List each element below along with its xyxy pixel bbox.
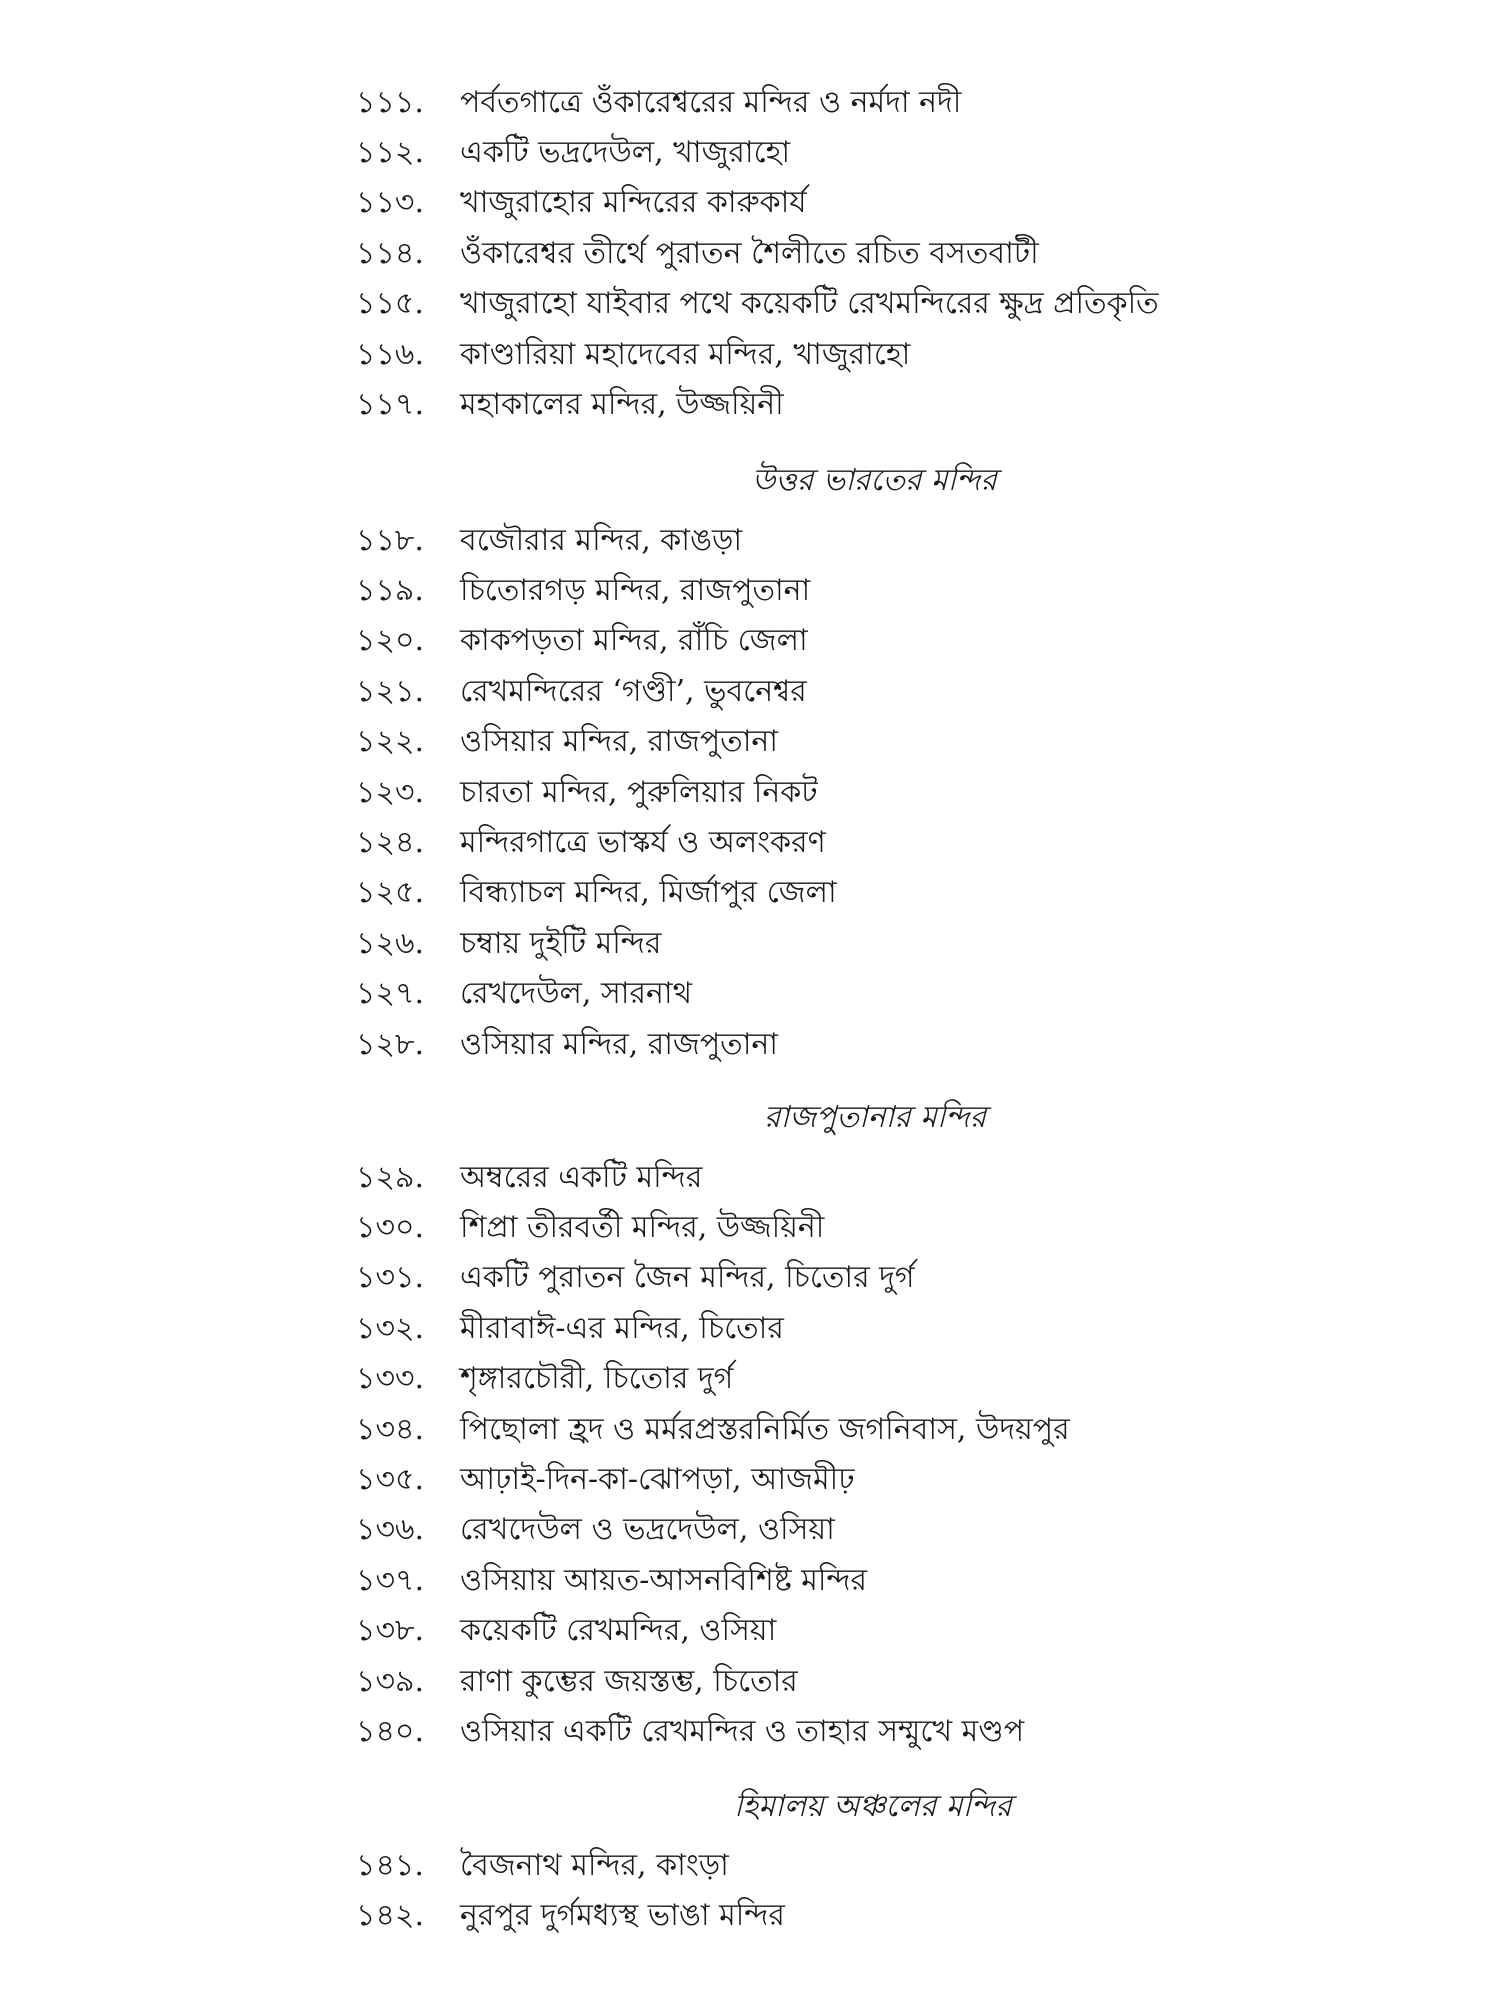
list-item [356, 970, 1256, 1020]
item-number: ১৪০. [356, 1714, 424, 1749]
item-caption: বজৌরার মন্দির, কাঙড়া [460, 522, 743, 558]
item-number: ১৩১. [356, 1260, 424, 1296]
item-number: ১২৭. [356, 976, 425, 1012]
item-caption: একটি ভদ্রদেউল, খাজুরাহো [460, 135, 791, 171]
item-caption: মহাকালের মন্দির, উজ্জয়িনী [460, 387, 784, 423]
item-caption: ওঁকারেশ্বর তীর্থে পুরাতন শৈলীতে রচিত বসতবাটী [460, 235, 1039, 271]
item-number: ১১৭. [356, 387, 424, 423]
item-number: ১১৯. [356, 573, 424, 609]
item-caption: পিছোলা হ্রদ ও মর্মরপ্রস্তরনির্মিত জগনিবাস, উদয়পুর [460, 1411, 1070, 1447]
item-caption: কাকপড়তা মন্দির, রাঁচি জেলা [460, 623, 808, 659]
list-item [356, 1455, 1256, 1505]
item-number: ১২৩. [356, 774, 425, 810]
item-number: ১২০. [356, 623, 425, 659]
section-heading-himalaya: হিমালয় অঞ্চলের মন্দির [734, 1789, 1012, 1824]
plate-list-2 [356, 516, 1256, 1070]
item-number: ১৩৭. [356, 1562, 425, 1598]
item-number: ১৩৫. [356, 1462, 424, 1498]
plate-list-4 [356, 1841, 1256, 1942]
item-number: ১৩০. [356, 1210, 425, 1246]
item-caption: ওসিয়ার মন্দির, রাজপুতানা [460, 724, 778, 760]
item-number: ১১৪. [356, 235, 424, 271]
list-item [356, 1506, 1256, 1556]
item-number: ১২৯. [356, 1159, 424, 1195]
list-item [356, 1405, 1256, 1455]
item-caption: রাণা কুম্ভের জয়স্তম্ভ, চিতোর [460, 1663, 798, 1699]
item-caption: চম্বায় দুইটি মন্দির [460, 925, 662, 961]
list-item [356, 1891, 1256, 1941]
item-caption: ওসিয়ায় আয়ত-আসনবিশিষ্ট মন্দির [460, 1562, 868, 1598]
section-heading-north-india: উত্তর ভারতের মন্দির [752, 463, 997, 498]
item-number: ১১৫. [356, 286, 424, 322]
list-item [356, 1556, 1256, 1606]
list-item [356, 818, 1256, 868]
item-number: ১৪১. [356, 1847, 424, 1883]
section-heading-rajputana: রাজপুতানার মন্দির [764, 1100, 987, 1135]
list-item [356, 1203, 1256, 1253]
list-item [356, 229, 1256, 279]
list-item [356, 330, 1256, 380]
item-number: ১১১. [356, 84, 424, 120]
item-number: ১৩৪. [356, 1411, 424, 1447]
item-number: ১২৬. [356, 925, 425, 961]
item-caption: ওসিয়ার মন্দির, রাজপুতানা [460, 1026, 778, 1062]
item-caption: কাণ্ডারিয়া মহাদেবের মন্দির, খাজুরাহো [460, 336, 911, 372]
item-caption: একটি পুরাতন জৈন মন্দির, চিতোর দুর্গ [460, 1260, 915, 1296]
item-number: ১১২. [356, 135, 424, 171]
list-item [356, 919, 1256, 969]
list-item [356, 516, 1256, 566]
plate-list-3 [356, 1153, 1256, 1758]
item-number: ১২৮. [356, 1026, 424, 1062]
plate-list-1 [356, 78, 1256, 431]
item-caption: মন্দিরগাত্রে ভাস্কর্য ও অলংকরণ [460, 825, 826, 861]
item-number: ১৩৯. [356, 1663, 424, 1699]
item-caption: বৈজনাথ মন্দির, কাংড়া [460, 1847, 729, 1883]
item-caption: রেখমন্দিরের ‘গণ্ডী’, ভুবনেশ্বর [460, 673, 807, 709]
item-number: ১৩৮. [356, 1613, 424, 1649]
list-item [356, 128, 1256, 178]
item-number: ১৪২. [356, 1898, 424, 1934]
item-caption: খাজুরাহোর মন্দিরের কারুকার্য [460, 185, 807, 221]
list-item [356, 1020, 1256, 1070]
list-item [356, 718, 1256, 768]
item-caption: পর্বতগাত্রে ওঁকারেশ্বরের মন্দির ও নর্মদা নদী [460, 84, 962, 120]
item-caption: বিন্ধ্যাচল মন্দির, মির্জাপুর জেলা [460, 875, 837, 911]
list-item [356, 1657, 1256, 1707]
item-number: ১৩২. [356, 1310, 425, 1346]
list-item [356, 869, 1256, 919]
list-item [356, 1355, 1256, 1405]
item-number: ১২২. [356, 724, 425, 760]
item-caption: খাজুরাহো যাইবার পথে কয়েকটি রেখমন্দিরের ক্ষুদ্র প্রতিকৃতি [460, 286, 1159, 322]
item-caption: চিতোরগড় মন্দির, রাজপুতানা [460, 573, 811, 609]
item-caption: নুরপুর দুর্গমধ্যস্থ ভাঙা মন্দির [460, 1898, 785, 1934]
item-caption: কয়েকটি রেখমন্দির, ওসিয়া [460, 1613, 777, 1649]
item-number: ১১৮. [356, 522, 424, 558]
list-item [356, 1153, 1256, 1203]
list-item [356, 667, 1256, 717]
list-item [356, 617, 1256, 667]
item-caption: মীরাবাঈ-এর মন্দির, চিতোর [460, 1310, 784, 1346]
item-caption: শৃঙ্গারচৌরী, চিতোর দুর্গ [460, 1361, 734, 1397]
list-item [356, 1707, 1256, 1757]
item-caption: শিপ্রা তীরবর্তী মন্দির, উজ্জয়িনী [460, 1210, 825, 1246]
item-number: ১৩৬. [356, 1512, 425, 1548]
item-caption: আঢ়াই-দিন-কা-ঝোপড়া, আজমীঢ় [460, 1462, 855, 1498]
list-item [356, 1304, 1256, 1354]
list-item [356, 768, 1256, 818]
item-caption: চারতা মন্দির, পুরুলিয়ার নিকট [460, 774, 818, 810]
item-caption: অম্বরের একটি মন্দির [460, 1159, 703, 1195]
list-item [356, 380, 1256, 430]
list-item [356, 1841, 1256, 1891]
item-number: ১২৫. [356, 875, 424, 911]
list-item [356, 1607, 1256, 1657]
item-number: ১২১. [356, 673, 424, 709]
item-number: ১৩৩. [356, 1361, 425, 1397]
item-number: ১২৪. [356, 825, 424, 861]
list-item [356, 566, 1256, 616]
item-number: ১১৬. [356, 336, 424, 372]
item-caption: রেখদেউল ও ভদ্রদেউল, ওসিয়া [460, 1512, 835, 1548]
item-number: ১১৩. [356, 185, 424, 221]
list-item [356, 179, 1256, 229]
list-item [356, 78, 1256, 128]
list-item [356, 1254, 1256, 1304]
item-caption: ওসিয়ার একটি রেখমন্দির ও তাহার সম্মুখে মণ্ডপ [460, 1714, 1025, 1749]
item-caption: রেখদেউল, সারনাথ [460, 976, 693, 1012]
list-item [356, 280, 1256, 330]
